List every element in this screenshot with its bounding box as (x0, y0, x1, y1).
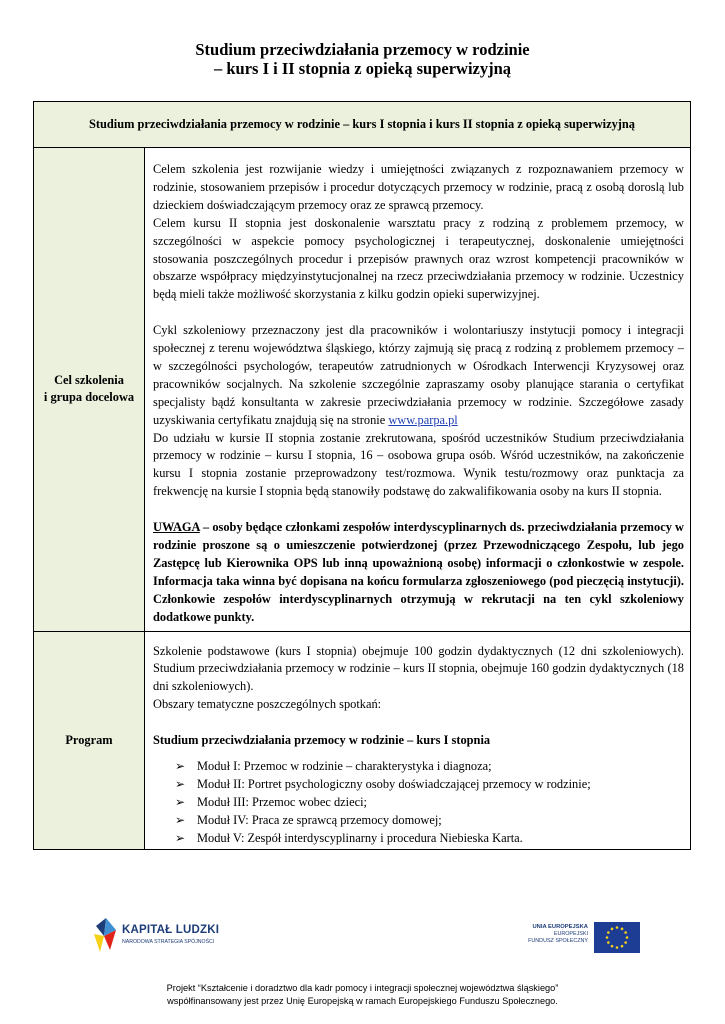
eu-star (616, 946, 619, 949)
list-item: ➢ Moduł V: Zespół interdyscyplinarny i procedura Niebieska Karta. (175, 830, 684, 848)
arrow-bullet-icon: ➢ (175, 830, 186, 845)
table-header: Studium przeciwdziałania przemocy w rodzinie – kurs I stopnia i kurs II stopnia z opieką superwizyjną (34, 102, 691, 148)
uwaga-paragraph (153, 519, 684, 626)
list-item: ➢ Moduł I: Przemoc w rodzinie – charakterystyka i diagnoza; (175, 758, 684, 776)
arrow-bullet-icon: ➢ (175, 794, 186, 809)
eu-star (624, 941, 627, 944)
cel-paragraph-1: Celem szkolenia jest rozwijanie wiedzy i umiejętności związanych z rozpoznawaniem przemocy w rodzinie, stosowaniem przepisów i procedur dotyczących przemocy w rodzinie, pracą z osobą doroslą lub dzieckiem doświadczającym przemocy oraz ze sprawcą przemocy. (153, 162, 684, 212)
program-paragraph-1: Szkolenie podstawowe (kurs I stopnia) obejmuje 100 godzin dydaktycznych (12 dni szkoleniowych). Studium przeciwdziałania przemocy w rodzinie – kurs II stopnia, obejmuje 160 godzin dydaktycznych (18 dni szkoleniowych). (153, 643, 684, 694)
table-header-row (34, 102, 691, 148)
program-label: Program (34, 631, 145, 850)
cel-content (145, 148, 691, 632)
eu-star (607, 941, 610, 944)
cel-paragraph-4: Do udziału w kursie II stopnia zostanie zrekrutowana, spośród uczestników Studium przeciwdziałania przemocy w rodzinie – kursu I stopnia, 16 – osobowa grupa osób. Wśród uczestników, na zakończenie kursu I stopnia zostanie przeprowadzony test/rozmowa. Wynik testu/rozmowy oraz punktacja za frekwencję na kursie I stopnia będą stanowiły podstawę do zakwalifikowania osoby na kurs II stopnia. (153, 430, 684, 499)
uwaga-text: – osoby będące członkami zespołów interdyscyplinarnych ds. przeciwdziałania przemocy w rodzinie proszone są o umieszczenie potwierdzonej (przez Przewodniczącego Zespołu, lub jego Zastępcę lub Kierownika OPS lub inną upoważnioną osobę) informacji o członkostwie w zespole. Informacja taka winna być dopisana na końcu formularza zgłoszeniowego (pod pieczęcią instytucji). Członkowie zespołów interdyscyplinarnych otrzymują w rekrutacji na ten cykl szkoleniowy dodatkowe punkty. (153, 520, 684, 624)
kapital-ludzki-title: KAPITAŁ LUDZKI (122, 924, 220, 936)
module-list (153, 758, 684, 848)
cel-paragraph-3-text: Cykl szkoleniowy przeznaczony jest dla pracowników i wolontariuszy instytucji pomocy i integracji społecznej z terenu województwa śląskiego, którzy zajmują się pracą z rodziną z problemem przemocy – w szczególności psychologów, terapeutów zatrudnionych w Ośrodkach Interwencji Kryzysowej oraz pracowników socjalnych. Na szkolenie szczególnie zapraszamy osoby planujące starania o certyfikat specjalisty bądź konsultanta w zakresie przeciwdziałania przemocy w rodzinie. Szczegółowe zasady uzyskiwania certyfikatu znajdują się na stronie (153, 323, 684, 427)
list-item: ➢ Moduł IV: Praca ze sprawcą przemocy domowej; (175, 812, 684, 830)
uwaga-label: UWAGA (153, 520, 200, 535)
ue-line3: FUNDUSZ SPOŁECZNY (528, 938, 588, 944)
cel-label-line2: i grupa docelowa (43, 390, 135, 405)
footer-line1: Projekt “Kształcenie i doradztwo dla kadr pomocy i integracji społecznej województwa śląskiego” (166, 983, 559, 993)
program-paragraph-2: Obszary tematyczne poszczególnych spotkań: (153, 697, 382, 712)
footer-logos (0, 912, 725, 962)
cel-paragraph-2: Celem kursu II stopnia jest doskonalenie warsztatu pracy z rodziną z problemem przemocy, w szczególności w aspekcie pomocy psychologicznej i terapeutycznej, doskonalenie umiejętności stosowania poszczególnych procedur i przepisów prawnych oraz wzrost kompetencji pracowników w obszarze współpracy międzyinstytucjonalnej na rzecz przeciwdziałania przemocy w rodzinie. Uczestnicy będą mieli także możliwość skorzystania z kilku godzin opieki superwizyjnej. (153, 215, 684, 302)
arrow-bullet-icon: ➢ (175, 812, 186, 827)
list-item: ➢ Moduł III: Przemoc wobec dzieci; (175, 794, 684, 812)
parpa-link[interactable]: www.parpa.pl (388, 412, 458, 427)
program-subheading: Studium przeciwdziałania przemocy w rodzinie – kurs I stopnia (153, 733, 491, 748)
list-item: ➢ Moduł II: Portret psychologiczny osoby doświadczającej przemocy w rodzinie; (175, 776, 684, 794)
kapital-ludzki-logo (92, 912, 232, 957)
cel-label-line1: Cel szkolenia (54, 373, 124, 388)
page-title-line2: – kurs I i II stopnia z opieką superwizyjną (213, 59, 512, 78)
eu-star (611, 928, 614, 931)
arrow-bullet-icon: ➢ (175, 776, 186, 791)
arrow-bullet-icon: ➢ (175, 758, 186, 773)
eu-star (621, 945, 624, 948)
eu-star (621, 928, 624, 931)
course-table (33, 101, 691, 850)
footer-line2: współfinansowany jest przez Unię Europejską w ramach Europejskiego Funduszu Społecznego. (167, 995, 558, 1006)
program-row (34, 631, 691, 850)
page-title-line1: Studium przeciwdziałania przemocy w rodzinie (195, 40, 530, 59)
page-title (0, 40, 725, 78)
program-content (145, 631, 691, 850)
eu-star (624, 931, 627, 934)
kapital-ludzki-subtitle: NARODOWA STRATEGIA SPÓJNOŚCI (122, 939, 215, 945)
eu-star (611, 945, 614, 948)
ue-line2: EUROPEJSKI (553, 931, 588, 937)
cel-paragraph-3 (153, 322, 684, 429)
ue-efs-logo (516, 922, 640, 956)
eu-star (616, 926, 619, 929)
cel-label (34, 148, 145, 632)
eu-star (606, 936, 609, 939)
eu-flag-icon (594, 922, 640, 953)
project-footer (0, 982, 725, 1007)
eu-star (626, 936, 629, 939)
eu-star (607, 931, 610, 934)
kapital-ludzki-mark-icon (92, 916, 118, 954)
ue-efs-text (528, 924, 588, 945)
ue-line1: UNIA EUROPEJSKA (532, 924, 588, 930)
cel-row (34, 148, 691, 632)
